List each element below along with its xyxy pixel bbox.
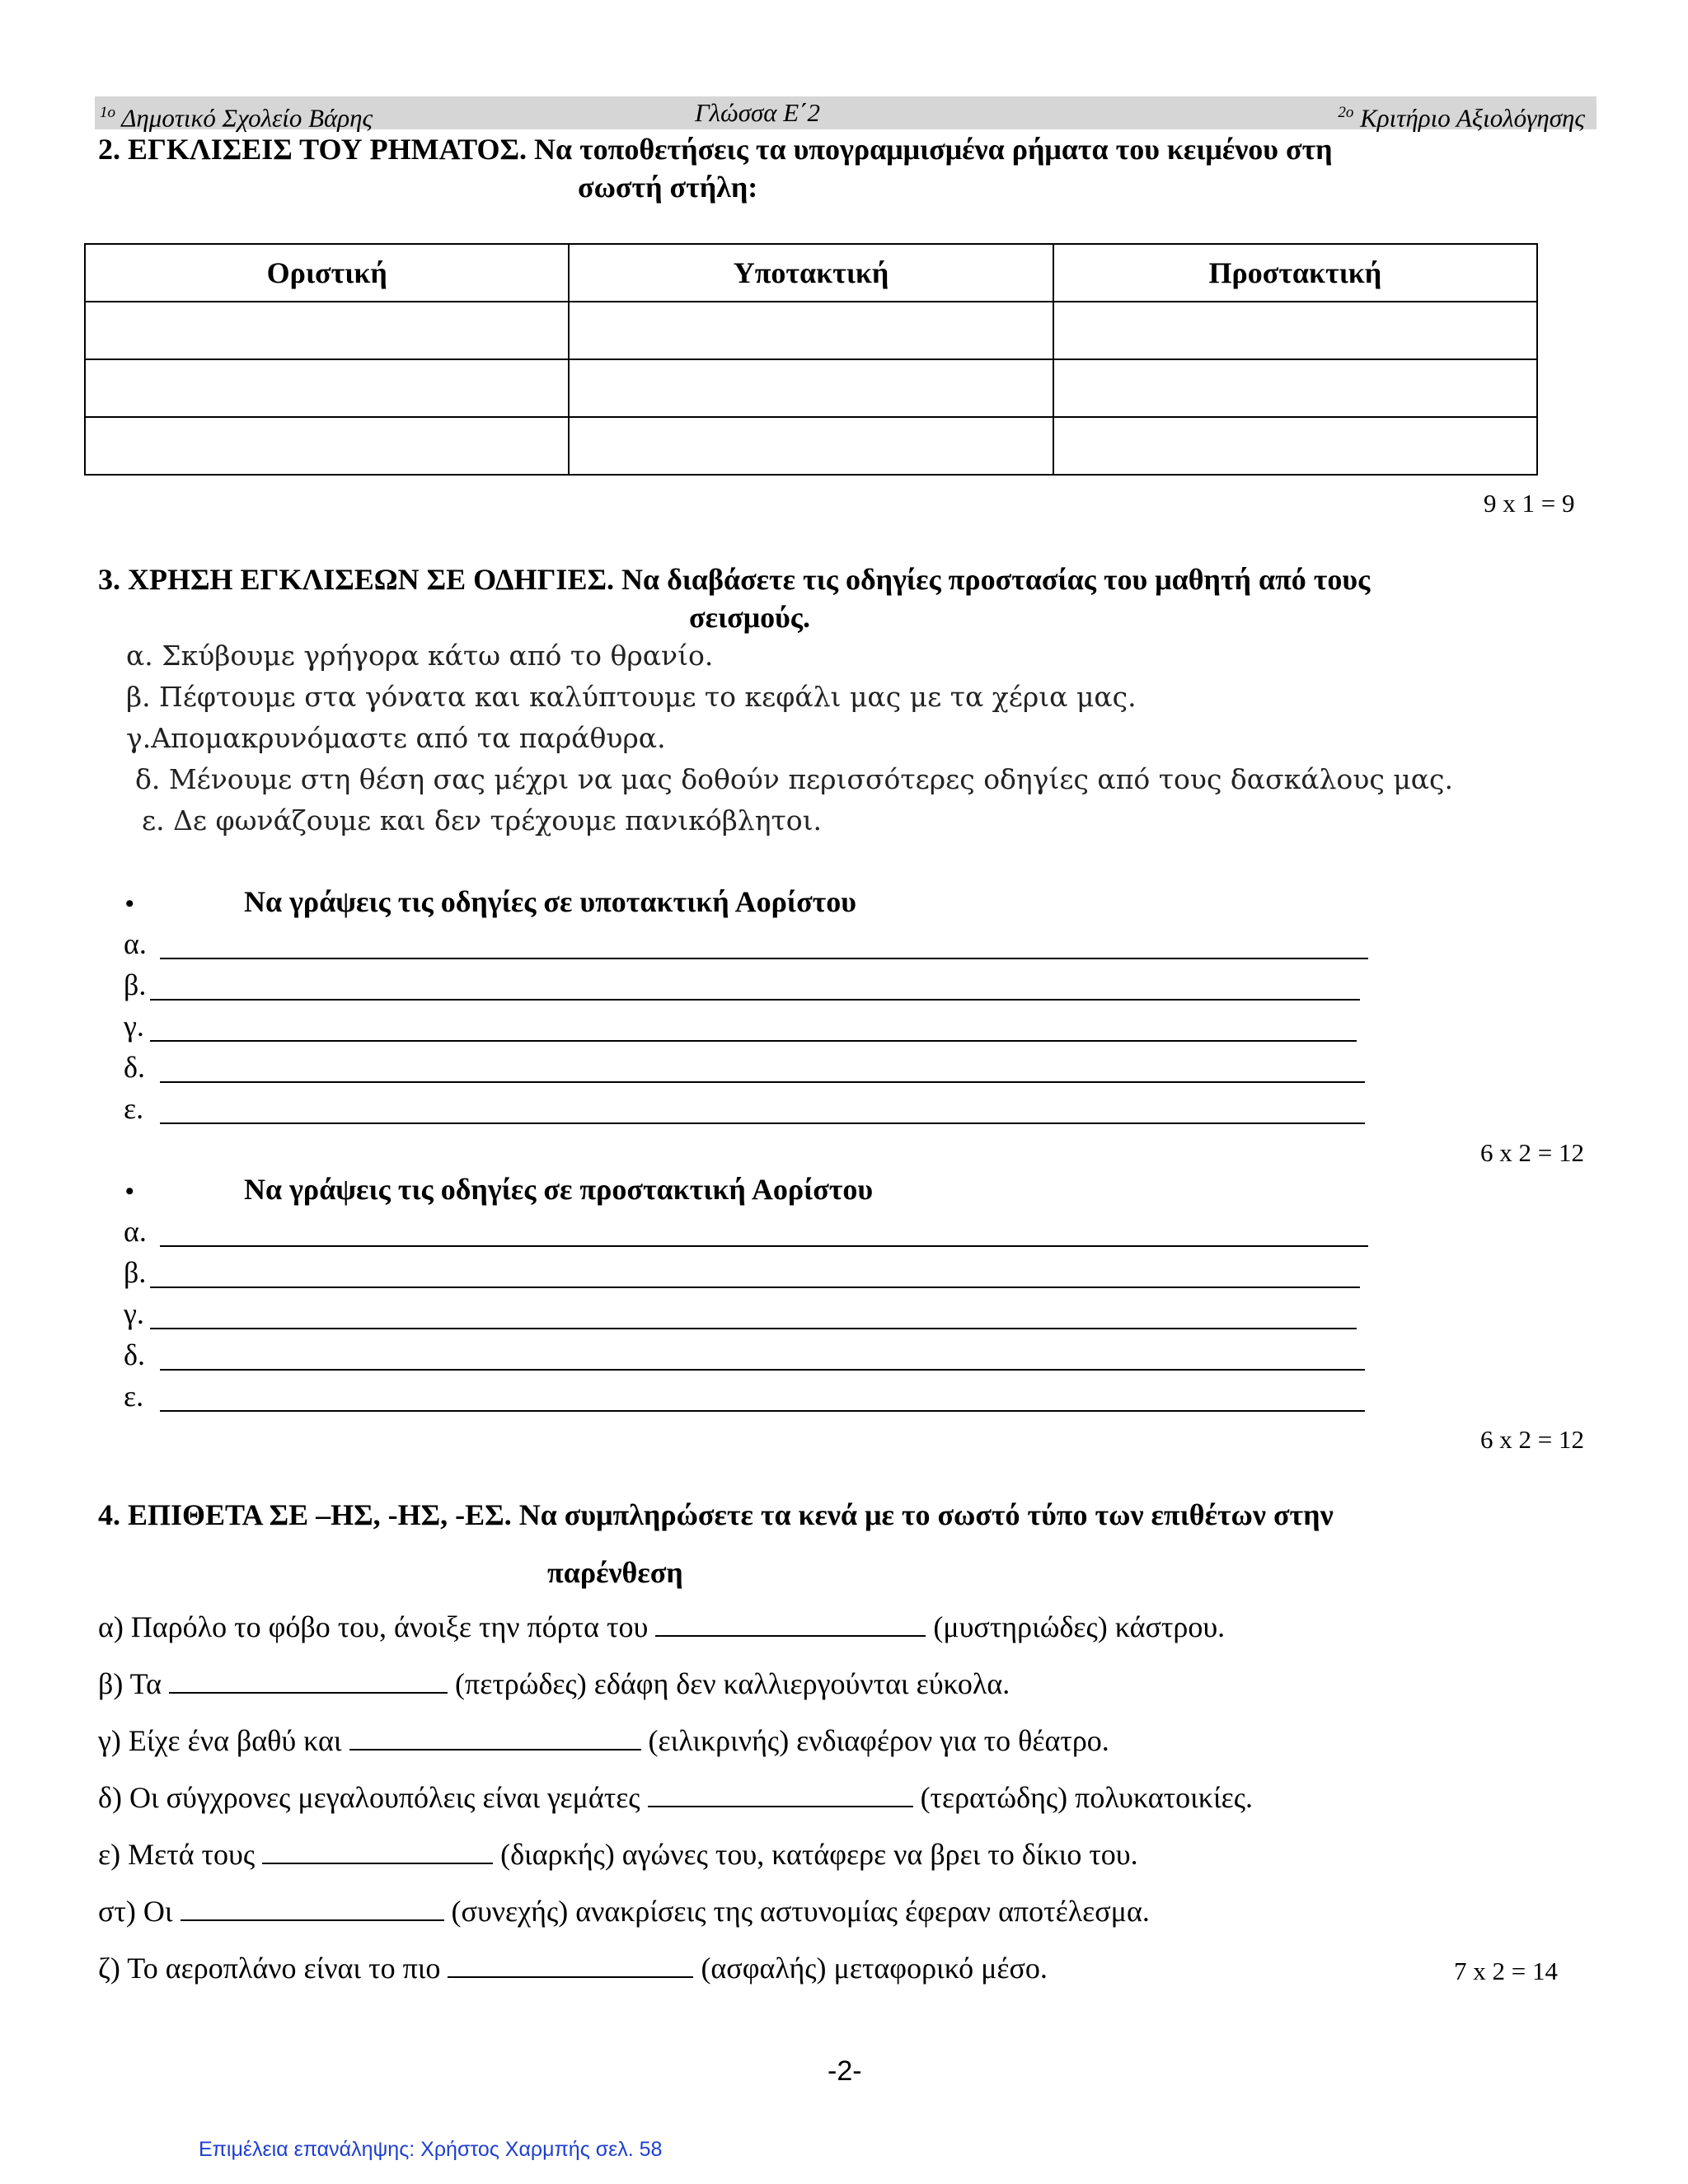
- table-cell[interactable]: [569, 417, 1053, 475]
- table-cell[interactable]: [1053, 302, 1537, 359]
- footer-credit: Επιμέλεια επανάληψης: Χρήστος Χαρμπής σελ. 58: [199, 2138, 663, 2161]
- blank-field[interactable]: [181, 1895, 444, 1921]
- page-header: [95, 96, 1597, 133]
- task-bullet: •: [125, 890, 134, 917]
- task2-heading: Να γράψεις τις οδηγίες σε προστακτική Αορίστου: [244, 1173, 874, 1206]
- instruction-item: δ. Μένουμε στη θέση σας μέχρι να μας δοθούν περισσότερες οδηγίες από τους δασκάλους μας.: [135, 763, 1454, 795]
- task1-heading: Να γράψεις τις οδηγίες σε υποτακτική Αορίστου: [244, 885, 856, 918]
- instruction-item: α. Σκύβουμε γρήγορα κάτω από το θρανίο.: [126, 640, 714, 672]
- blank-field[interactable]: [169, 1667, 448, 1694]
- blank-field[interactable]: [262, 1838, 493, 1864]
- instruction-item: γ.Απομακρυνόμαστε από τα παράθυρα.: [126, 722, 666, 754]
- answer-line[interactable]: β.: [124, 966, 1360, 1002]
- column-header-imperative: Προστακτική: [1053, 244, 1537, 302]
- verb-mood-table: [84, 243, 1538, 476]
- answer-line[interactable]: β.: [124, 1254, 1360, 1290]
- fill-sentence: ζ) Το αεροπλάνο είναι το πιο (ασφαλής) μεταφορικό μέσο.: [98, 1952, 1048, 1985]
- instruction-item: β. Πέφτουμε στα γόνατα και καλύπτουμε το κεφάλι μας με τα χέρια μας.: [126, 681, 1137, 713]
- blank-field[interactable]: [448, 1952, 693, 1978]
- q4-score: 7 x 2 = 14: [1454, 1957, 1558, 1985]
- answer-line[interactable]: ε.: [124, 1090, 1365, 1126]
- blank-field[interactable]: [648, 1781, 913, 1807]
- header-school: $^{1o}$ Δημοτικό Σχολείο Βάρης: [100, 103, 373, 133]
- task2-score: 6 x 2 = 12: [1480, 1425, 1584, 1454]
- header-subject: Γλώσσα Ε΄2: [695, 98, 821, 127]
- answer-line[interactable]: ε.: [124, 1377, 1365, 1413]
- table-cell[interactable]: [1053, 417, 1537, 475]
- q3-title-cont: σεισμούς.: [689, 601, 810, 634]
- table-cell[interactable]: [85, 302, 569, 359]
- table-cell[interactable]: [1053, 359, 1537, 417]
- fill-sentence: α) Παρόλο το φόβο του, άνοιξε την πόρτα του (μυστηριώδες) κάστρου.: [98, 1610, 1226, 1643]
- answer-line[interactable]: γ.: [124, 1295, 1357, 1331]
- table-cell[interactable]: [569, 359, 1053, 417]
- task1-score: 6 x 2 = 12: [1480, 1138, 1584, 1167]
- q3-title: 3. ΧΡΗΣΗ ΕΓΚΛΙΣΕΩΝ ΣΕ ΟΔΗΓΙΕΣ. Να διαβάσετε τις οδηγίες προστασίας του μαθητή από τους: [98, 563, 1371, 596]
- q2-title-cont: σωστή στήλη:: [578, 171, 758, 204]
- answer-line[interactable]: α.: [124, 925, 1368, 961]
- q2-title: 2. ΕΓΚΛΙΣΕΙΣ ΤΟΥ ΡΗΜΑΤΟΣ. Να τοποθετήσεις τα υπογραμμισμένα ρήματα του κειμένου στη: [98, 133, 1333, 166]
- page-number: -2-: [828, 2055, 862, 2087]
- fill-sentence: β) Τα (πετρώδες) εδάφη δεν καλλιεργούνται εύκολα.: [98, 1667, 1010, 1700]
- fill-sentence: δ) Οι σύγχρονες μεγαλουπόλεις είναι γεμάτες (τερατώδης) πολυκατοικίες.: [98, 1781, 1253, 1814]
- table-cell[interactable]: [569, 302, 1053, 359]
- q4-title-cont: παρένθεση: [547, 1556, 683, 1589]
- answer-line[interactable]: δ.: [124, 1048, 1365, 1085]
- q2-score: 9 x 1 = 9: [1484, 489, 1575, 518]
- answer-line[interactable]: γ.: [124, 1007, 1357, 1043]
- blank-field[interactable]: [655, 1610, 926, 1637]
- answer-line[interactable]: δ.: [124, 1336, 1365, 1372]
- fill-sentence: γ) Είχε ένα βαθύ και (ειλικρινής) ενδιαφέρον για το θέατρο.: [98, 1724, 1109, 1757]
- table-cell[interactable]: [85, 417, 569, 475]
- fill-sentence: ε) Μετά τους (διαρκής) αγώνες του, κατάφερε να βρει το δίκιο του.: [98, 1838, 1138, 1871]
- column-header-indicative: Οριστική: [85, 244, 569, 302]
- table-cell[interactable]: [85, 359, 569, 417]
- task-bullet: •: [125, 1178, 134, 1205]
- blank-field[interactable]: [349, 1724, 641, 1750]
- header-assessment: $^{2o}$ Κριτήριο Αξιολόγησης: [1338, 103, 1585, 133]
- fill-sentence: στ) Οι (συνεχής) ανακρίσεις της αστυνομίας έφεραν αποτέλεσμα.: [98, 1895, 1150, 1928]
- q4-title: 4. ΕΠΙΘΕΤΑ ΣΕ –ΗΣ, -ΗΣ, -ΕΣ. Να συμπληρώσετε τα κενά με το σωστό τύπο των επιθέτων στην: [98, 1498, 1334, 1531]
- column-header-subjunctive: Υποτακτική: [569, 244, 1053, 302]
- instruction-item: ε. Δε φωνάζουμε και δεν τρέχουμε πανικόβλητοι.: [142, 804, 823, 837]
- answer-line[interactable]: α.: [124, 1212, 1368, 1249]
